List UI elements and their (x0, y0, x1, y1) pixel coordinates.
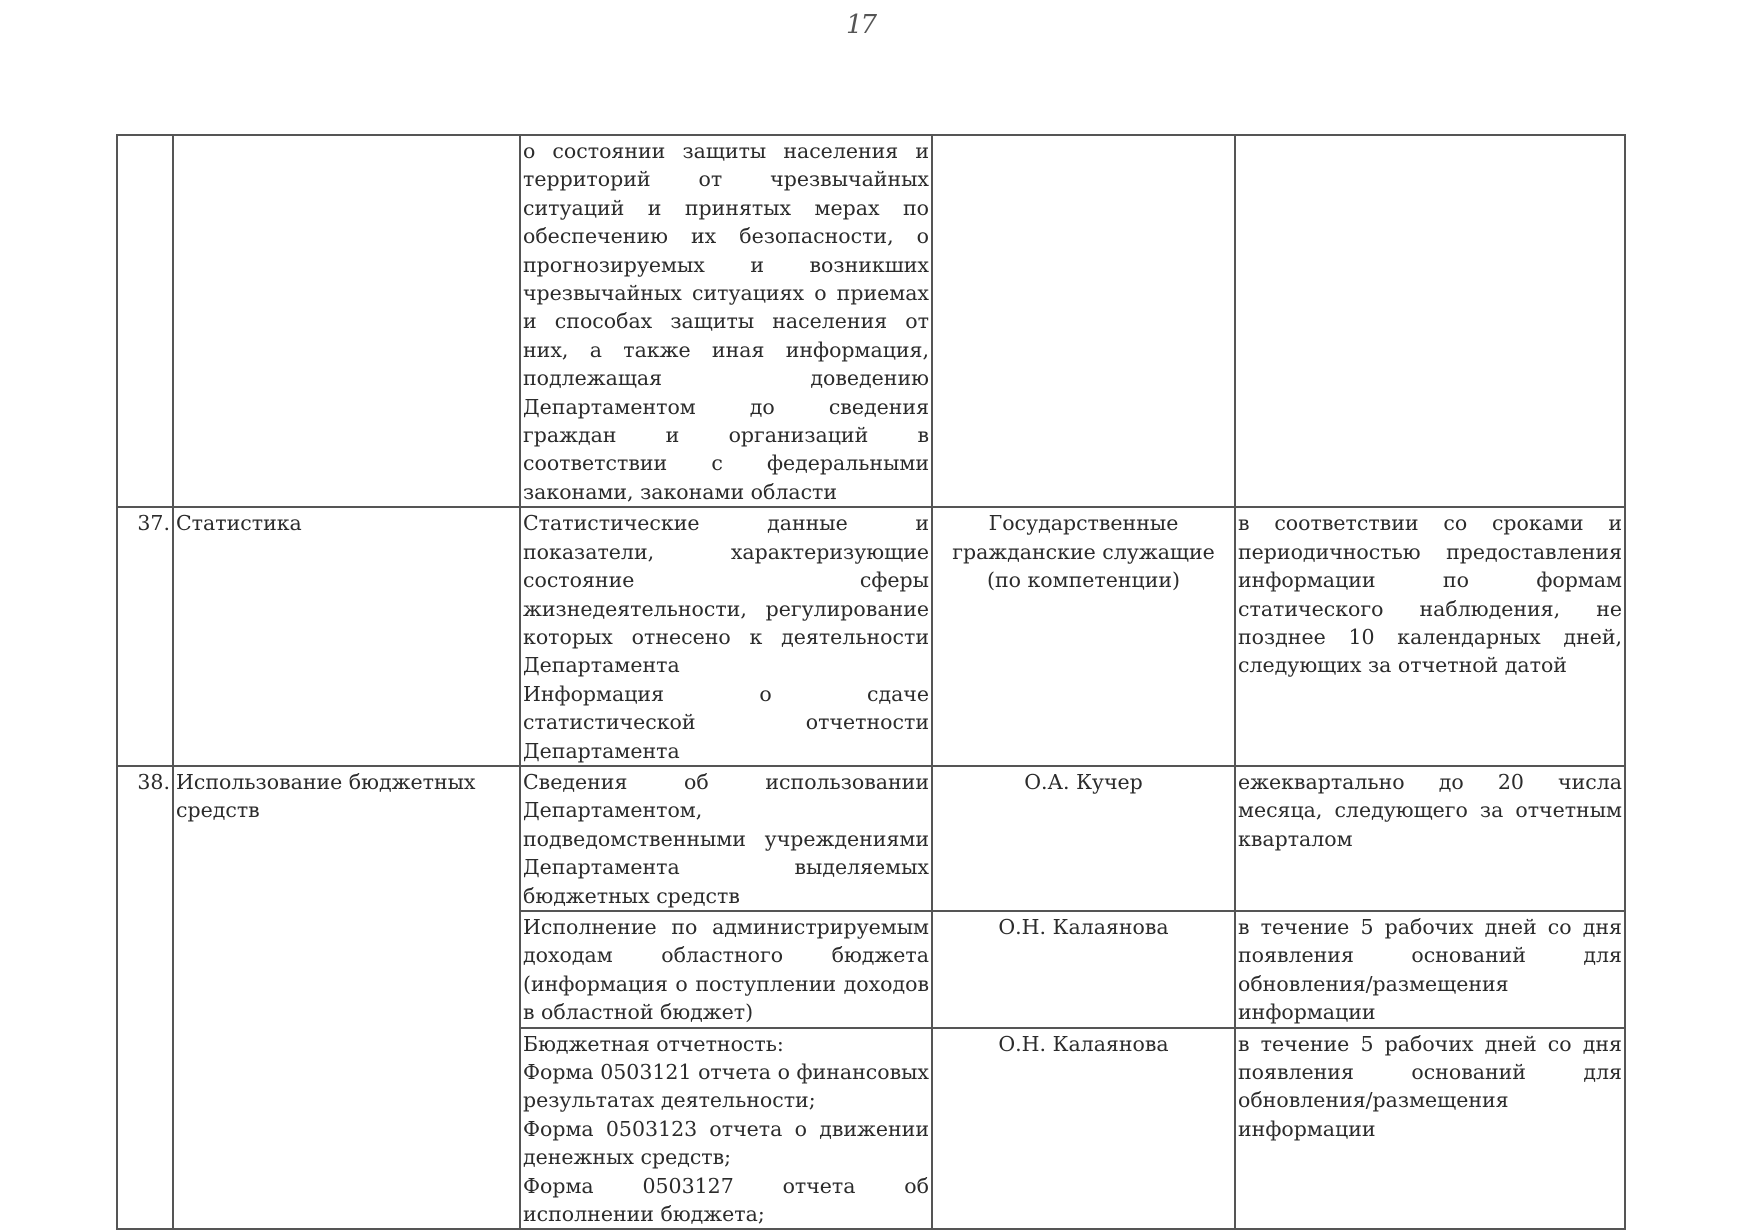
row-subject: Использование бюджетных средств (173, 766, 520, 1230)
row-term: в соответствии со сроками и периодичностью предоставления информации по формам статического наблюдения, не позднее 10 календарных дней, следующих за отчетной датой (1235, 507, 1625, 766)
description-paragraph: Сведения об использовании Департаментом, подведомственными учреждениями Департамента выделяемых бюджетных средств (523, 769, 929, 908)
description-paragraph: Форма 0503123 отчета о движении денежных средств; (523, 1116, 929, 1170)
row-term: в течение 5 рабочих дней со дня появления оснований для обновления/размещения информации (1235, 1028, 1625, 1230)
description-paragraph: Бюджетная отчетность: (523, 1031, 784, 1056)
row-term: в течение 5 рабочих дней со дня появления оснований для обновления/размещения информации (1235, 911, 1625, 1028)
description-paragraph: Статистические данные и показатели, характеризующие состояние сферы жизнедеятельности, регулирование которых отнесено к деятельности Департамента (523, 511, 929, 678)
description-paragraph: Форма 0503127 отчета об исполнении бюджета; (523, 1173, 929, 1227)
row-description (520, 135, 932, 507)
table-row (117, 135, 1625, 507)
row-responsible: О.Н. Калаянова (932, 911, 1235, 1028)
row-number: 37. (117, 507, 173, 766)
row-number: 38. (117, 766, 173, 1230)
row-responsible: О.Н. Калаянова (932, 1028, 1235, 1230)
row-description (520, 507, 932, 766)
row-responsible: Государственные гражданские служащие (по компетенции) (932, 507, 1235, 766)
page-number: 17 (846, 10, 876, 40)
description-paragraph: Информация о сдаче статистической отчетности Департамента (523, 681, 929, 763)
row-number (117, 135, 173, 507)
description-paragraph: Исполнение по администрируемым доходам областного бюджета (информация о поступлении доходов в областной бюджет) (523, 914, 929, 1025)
description-paragraph: о состоянии защиты населения и территорий от чрезвычайных ситуаций и принятых мерах по обеспечению их безопасности, о прогнозируемых и возникших чрезвычайных ситуациях о приемах и способах защиты населения от них, а также иная информация, подлежащая доведению Департаментом до сведения граждан и организаций в соответствии с федеральными законами, законами области (523, 139, 929, 504)
description-paragraph: Форма 0503121 отчета о финансовых результатах деятельности; (523, 1060, 929, 1113)
row-description (520, 766, 932, 911)
table-row (117, 507, 1625, 766)
row-responsible: О.А. Кучер (932, 766, 1235, 911)
row-responsible (932, 135, 1235, 507)
table-row (117, 766, 1625, 911)
information-table (116, 134, 1626, 1230)
row-description (520, 1028, 932, 1230)
row-subject: Статистика (173, 507, 520, 766)
row-term: ежеквартально до 20 числа месяца, следующего за отчетным кварталом (1235, 766, 1625, 911)
row-description (520, 911, 932, 1028)
row-term (1235, 135, 1625, 507)
row-subject (173, 135, 520, 507)
